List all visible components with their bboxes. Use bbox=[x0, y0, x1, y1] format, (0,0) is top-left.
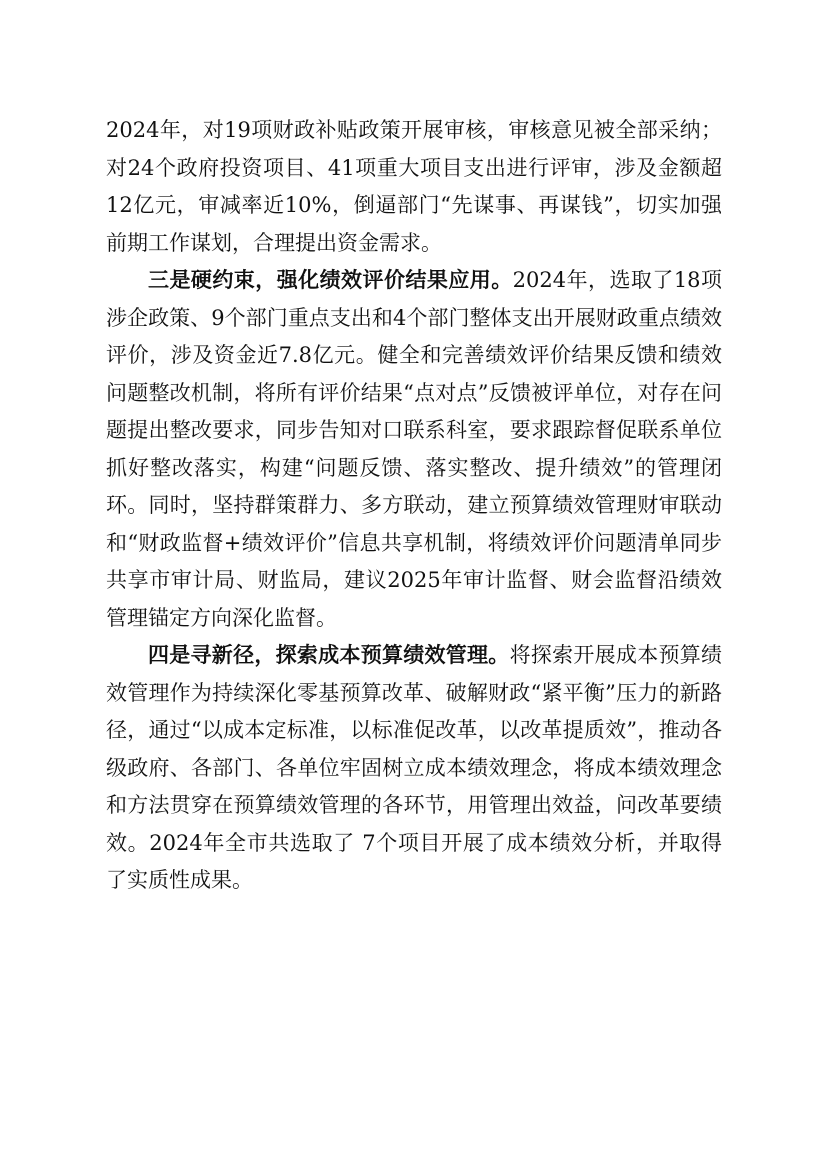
paragraph-hard-constraint bbox=[106, 262, 722, 637]
paragraph-text: 2024年，选取了18项涉企政策、9个部门重点支出和4个部门整体支出开展财政重点绩效评价，涉及资金近7.8亿元。健全和完善绩效评价结果反馈和绩效问题整改机制，将所有评价结果“点对点”反馈被评单位，对存在问题提出整改要求，同步告知对口联系科室，要求跟踪督促联系单位抓好整改落实，构建“问题反馈、落实整改、提升绩效”的管理闭环。同时，坚持群策群力、多方联动，建立预算绩效管理财审联动和“财政监督+绩效评价”信息共享机制，将绩效评价问题清单同步共享市审计局、财监局，建议2025年审计监督、财会监督沿绩效管理锚定方向深化监督。 bbox=[106, 268, 722, 630]
paragraph-heading: 三是硬约束，强化绩效评价结果应用。 bbox=[148, 268, 513, 292]
paragraph-new-path bbox=[106, 637, 722, 900]
paragraph-text: 2024年，对19项财政补贴政策开展审核，审核意见被全部采纳；对24个政府投资项目、41项重大项目支出进行评审，涉及金额超12亿元，审减率近10%，倒逼部门“先谋事、再谋钱”，切实加强前期工作谋划，合理提出资金需求。 bbox=[106, 118, 722, 255]
document-body bbox=[106, 112, 722, 900]
paragraph-text: 将探索开展成本预算绩效管理作为持续深化零基预算改革、破解财政“紧平衡”压力的新路径，通过“以成本定标准，以标准促改革，以改革提质效”，推动各级政府、各部门、各单位牢固树立成本绩效理念，将成本绩效理念和方法贯穿在预算绩效管理的各环节，用管理出效益，问改革要绩效。2024年全市共选取了 7个项目开展了成本绩效分析，并取得了实质性成果。 bbox=[106, 643, 723, 892]
paragraph-heading: 四是寻新径，探索成本预算绩效管理。 bbox=[148, 643, 510, 667]
paragraph-continuation bbox=[106, 112, 722, 262]
